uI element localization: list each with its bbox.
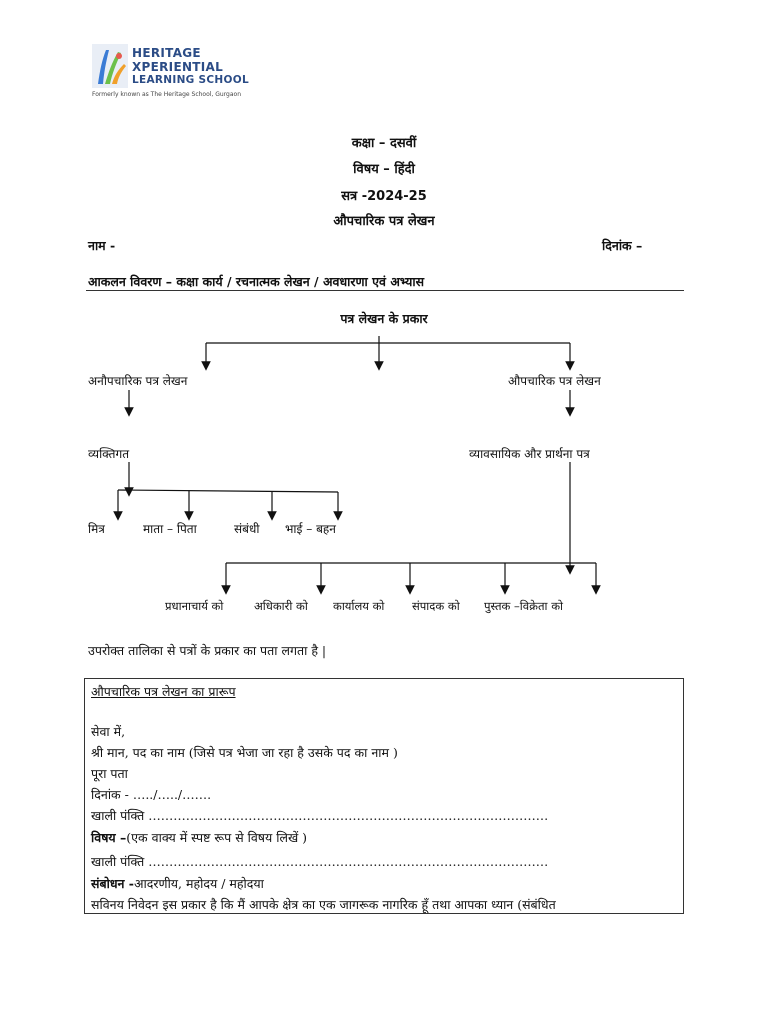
format-address: पूरा पता [91,766,128,781]
formal-letter-format-box [84,678,684,914]
formal-child-officer: अधिकारी को [254,599,308,613]
personal-connector [118,490,338,492]
formal-child-office: कार्यालय को [333,599,385,613]
formal-label: औपचारिक पत्र लेखन [508,374,601,388]
subject-label: विषय – [91,830,127,845]
logo-text-line3: LEARNING SCHOOL [132,74,249,86]
format-subject [91,829,307,846]
session-heading: सत्र -2024-25 [341,189,427,204]
format-salutation [91,875,264,892]
formal-child-editor: संपादक को [412,599,460,613]
personal-child-parents: माता – पिता [143,522,197,536]
personal-child-siblings: भाई – बहन [285,522,336,536]
logo-text-line1: HERITAGE [132,46,201,60]
date-label: दिनांक – [602,238,643,253]
format-body: सविनय निवेदन इस प्रकार है कि मैं आपके क्षेत्र का एक जागरूक नागरिक हूँ तथा आपका ध्यान (संबंधित [91,897,556,912]
informal-label: अनौपचारिक पत्र लेखन [88,374,188,388]
personal-child-relative: संबंधी [234,522,260,536]
business-label: व्यावसायिक और प्रार्थना पत्र [469,447,590,461]
table-note: उपरोक्त तालिका से पत्रों के प्रकार का पता लगता है | [88,643,327,658]
format-date: दिनांक - …../…../……. [91,787,212,802]
formal-child-principal: प्रधानाचार्य को [165,599,224,613]
format-to: सेवा में, [91,724,126,739]
diagram-title: पत्र लेखन के प्रकार [340,311,428,326]
logo-text-line2: XPERIENTIAL [132,60,224,74]
personal-label: व्यक्तिगत [88,447,130,461]
subject-text: (एक वाक्य में स्पष्ट रूप से विषय लिखें ) [126,830,308,845]
topic-heading: औपचारिक पत्र लेखन [333,214,435,229]
subject-heading: विषय – हिंदी [353,162,415,177]
format-addressee: श्री मान, पद का नाम (जिसे पत्र भेजा जा रहा है उसके पद का नाम ) [91,745,398,760]
class-heading: कक्षा – दसवीं [351,136,417,151]
assessment-details: आकलन विवरण – कक्षा कार्य / रचनात्मक लेखन / अवधारणा एवं अभ्यास [88,274,425,289]
format-blank-line-1: खाली पंक्ति …………………………………………………………………………………… [91,808,549,823]
format-blank-line-2: खाली पंक्ति …………………………………………………………………………………… [91,854,549,869]
formal-child-bookseller: पुस्तक –विक्रेता को [484,599,564,613]
name-label: नाम - [88,238,116,253]
personal-child-friend: मित्र [88,522,105,536]
format-heading: औपचारिक पत्र लेखन का प्रारूप [91,684,236,699]
salutation-label: संबोधन - [91,876,134,891]
salutation-text: आदरणीय, महोदय / महोदया [134,876,264,891]
logo-tagline: Formerly known as The Heritage School, Gurgaon [92,91,242,98]
